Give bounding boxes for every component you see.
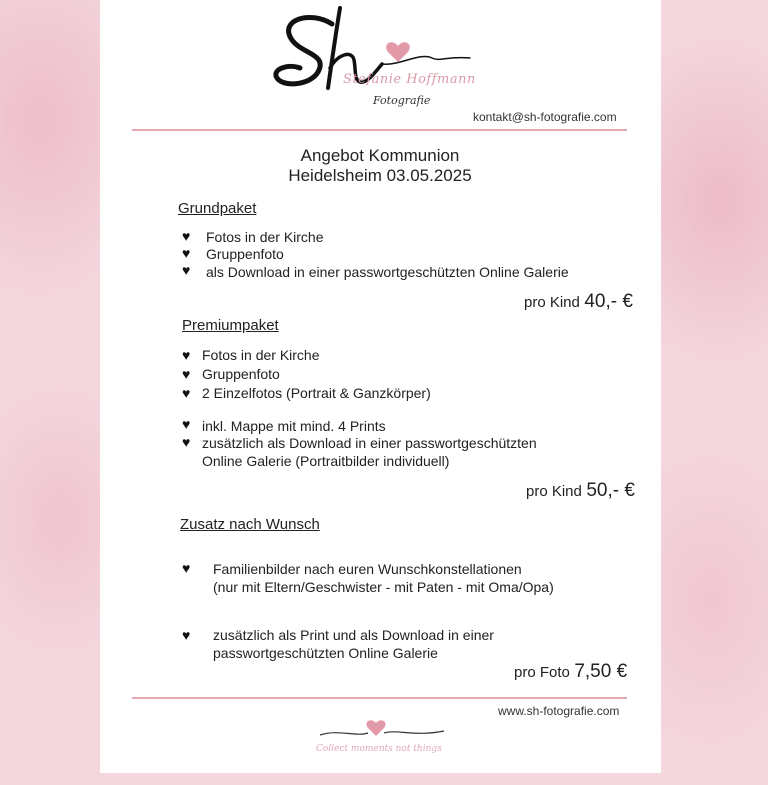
heart-bullet-icon: ♥: [182, 262, 191, 278]
slogan: Collect moments not things: [316, 744, 442, 754]
list-item: zusätzlich als Print und als Download in einer: [213, 627, 494, 643]
brand-logo: [270, 2, 490, 112]
list-item: Online Galerie (Portraitbilder individuell): [202, 453, 450, 469]
heart-bullet-icon: ♥: [182, 560, 191, 576]
heart-bullet-icon: ♥: [182, 434, 191, 450]
brand-subtitle: Fotografie: [373, 94, 431, 107]
list-item: Fotos in der Kirche: [202, 347, 320, 363]
list-item: inkl. Mappe mit mind. 4 Prints: [202, 418, 386, 434]
header-divider: [132, 129, 627, 131]
heart-bullet-icon: ♥: [182, 385, 191, 401]
list-item: Gruppenfoto: [202, 366, 280, 382]
offer-location-date: Heidelsheim 03.05.2025: [288, 166, 472, 185]
brand-name: Stefanie Hoffmann: [343, 72, 476, 87]
list-item: Gruppenfoto: [206, 246, 284, 262]
price-label: pro Foto: [514, 664, 570, 681]
list-item: Fotos in der Kirche: [206, 229, 324, 245]
contact-email[interactable]: kontakt@sh-fotografie.com: [473, 110, 617, 124]
section-premiumpaket: Premiumpaket: [182, 317, 279, 334]
price-label: pro Kind: [526, 483, 582, 500]
heart-bullet-icon: ♥: [182, 245, 191, 261]
price-value: 7,50 €: [574, 661, 628, 682]
price-value: 50,- €: [586, 480, 635, 501]
list-item: (nur mit Eltern/Geschwister - mit Paten - mit Oma/Opa): [213, 579, 554, 595]
website-link[interactable]: www.sh-fotografie.com: [498, 704, 620, 718]
offer-title: Angebot Kommunion: [300, 146, 460, 165]
price-value: 40,- €: [584, 291, 633, 312]
list-item: Familienbilder nach euren Wunschkonstellationen: [213, 561, 522, 577]
list-item: 2 Einzelfotos (Portrait & Ganzkörper): [202, 385, 431, 401]
price-grundpaket: [524, 291, 633, 313]
heart-bullet-icon: ♥: [182, 416, 191, 432]
footer-divider: [132, 697, 627, 699]
heart-flourish-icon: [318, 713, 448, 743]
heart-bullet-icon: ♥: [182, 627, 191, 643]
section-grundpaket: Grundpaket: [178, 200, 257, 217]
price-premiumpaket: [526, 480, 635, 502]
price-label: pro Kind: [524, 294, 580, 311]
heart-bullet-icon: ♥: [182, 366, 191, 382]
heart-bullet-icon: ♥: [182, 228, 191, 244]
list-item: als Download in einer passwortgeschützten Online Galerie: [206, 264, 569, 280]
list-item: passwortgeschützten Online Galerie: [213, 645, 438, 661]
section-zusatz: Zusatz nach Wunsch: [180, 516, 320, 533]
heart-bullet-icon: ♥: [182, 347, 191, 363]
price-zusatz: [514, 661, 627, 683]
list-item: zusätzlich als Download in einer passwortgeschützten: [202, 435, 537, 451]
